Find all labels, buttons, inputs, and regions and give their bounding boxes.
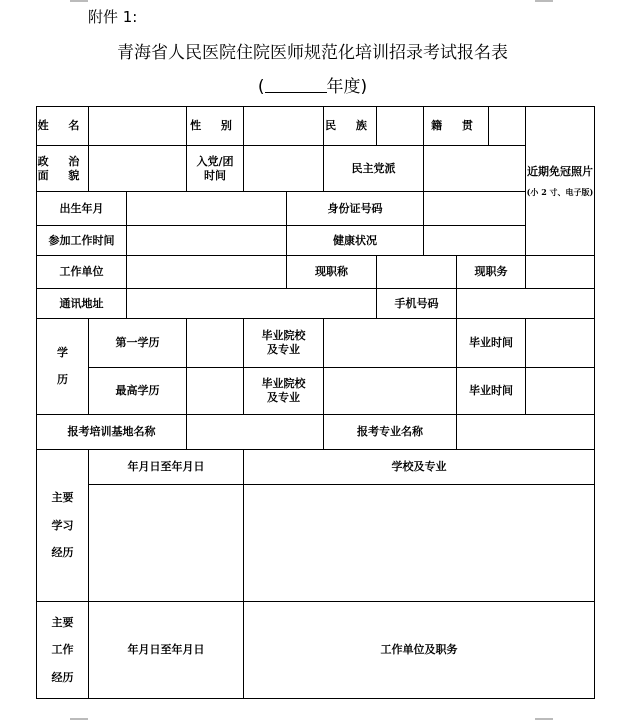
year-line bbox=[0, 72, 625, 97]
health-field[interactable] bbox=[424, 226, 526, 256]
education-label: 学 历 bbox=[37, 319, 89, 415]
first-grad-time-field[interactable] bbox=[526, 319, 595, 368]
page-edge-marks bbox=[0, 0, 625, 4]
highest-degree-field[interactable] bbox=[187, 368, 244, 415]
photo-note: (小 2 寸、电子版) bbox=[526, 186, 594, 197]
native-place-field[interactable] bbox=[489, 107, 526, 146]
study-period-header: 年月日至年月日 bbox=[89, 450, 244, 485]
employer-field[interactable] bbox=[127, 256, 287, 289]
name-field[interactable] bbox=[89, 107, 187, 146]
work-period-header: 年月日至年月日 bbox=[89, 602, 244, 699]
photo-cell[interactable] bbox=[526, 107, 595, 256]
major-applied-label: 报考专业名称 bbox=[324, 415, 457, 450]
study-experience-label: 主要 学习 经历 bbox=[37, 450, 89, 602]
political-status-label: 政 治 面 貌 bbox=[37, 146, 89, 192]
year-label: 年度) bbox=[326, 77, 368, 97]
page-edge-mark bbox=[70, 0, 88, 2]
photo-label: 近期免冠照片 bbox=[527, 165, 593, 179]
gender-field[interactable] bbox=[244, 107, 324, 146]
title-rank-field[interactable] bbox=[377, 256, 457, 289]
id-number-field[interactable] bbox=[424, 192, 526, 226]
mobile-label: 手机号码 bbox=[377, 289, 457, 319]
party-join-time-label: 入党/团 时间 bbox=[187, 146, 244, 192]
training-base-field[interactable] bbox=[187, 415, 324, 450]
major-applied-field[interactable] bbox=[457, 415, 595, 450]
highest-grad-time-field[interactable] bbox=[526, 368, 595, 415]
year-open-paren: ( bbox=[257, 77, 265, 97]
democratic-party-field[interactable] bbox=[424, 146, 526, 192]
first-grad-time-label: 毕业时间 bbox=[457, 319, 526, 368]
native-place-label: 籍 贯 bbox=[424, 107, 489, 146]
address-field[interactable] bbox=[127, 289, 377, 319]
highest-degree-label: 最高学历 bbox=[89, 368, 187, 415]
page-edge-marks-bottom bbox=[0, 716, 625, 720]
school-major-header: 学校及专业 bbox=[244, 450, 595, 485]
position-label: 现职务 bbox=[457, 256, 526, 289]
name-label: 姓 名 bbox=[37, 107, 89, 146]
first-degree-field[interactable] bbox=[187, 319, 244, 368]
title-rank-label: 现职称 bbox=[287, 256, 377, 289]
work-start-field[interactable] bbox=[127, 226, 287, 256]
gender-label: 性 别 bbox=[187, 107, 244, 146]
id-number-label: 身份证号码 bbox=[287, 192, 424, 226]
birth-date-label: 出生年月 bbox=[37, 192, 127, 226]
highest-grad-time-label: 毕业时间 bbox=[457, 368, 526, 415]
position-field[interactable] bbox=[526, 256, 595, 289]
year-blank-field[interactable] bbox=[265, 78, 327, 93]
study-school-major-field[interactable] bbox=[244, 485, 595, 602]
party-join-time-field[interactable] bbox=[244, 146, 324, 192]
first-school-major-field[interactable] bbox=[324, 319, 457, 368]
work-experience-label: 主要 工作 经历 bbox=[37, 602, 89, 699]
political-status-field[interactable] bbox=[89, 146, 187, 192]
work-start-label: 参加工作时间 bbox=[37, 226, 127, 256]
first-degree-label: 第一学历 bbox=[89, 319, 187, 368]
first-school-major-label: 毕业院校 及专业 bbox=[244, 319, 324, 368]
highest-school-major-field[interactable] bbox=[324, 368, 457, 415]
highest-school-major-label: 毕业院校 及专业 bbox=[244, 368, 324, 415]
attachment-label: 附件 1: bbox=[88, 8, 138, 26]
address-label: 通讯地址 bbox=[37, 289, 127, 319]
study-period-field[interactable] bbox=[89, 485, 244, 602]
employer-label: 工作单位 bbox=[37, 256, 127, 289]
training-base-label: 报考培训基地名称 bbox=[37, 415, 187, 450]
birth-date-field[interactable] bbox=[127, 192, 287, 226]
page-edge-mark bbox=[535, 0, 553, 2]
ethnicity-field[interactable] bbox=[377, 107, 424, 146]
mobile-field[interactable] bbox=[457, 289, 595, 319]
employer-post-header: 工作单位及职务 bbox=[244, 602, 595, 699]
ethnicity-label: 民 族 bbox=[324, 107, 377, 146]
form-title: 青海省人民医院住院医师规范化培训招录考试报名表 bbox=[117, 43, 508, 63]
registration-form-table bbox=[36, 106, 595, 699]
health-label: 健康状况 bbox=[287, 226, 424, 256]
democratic-party-label: 民主党派 bbox=[324, 146, 424, 192]
